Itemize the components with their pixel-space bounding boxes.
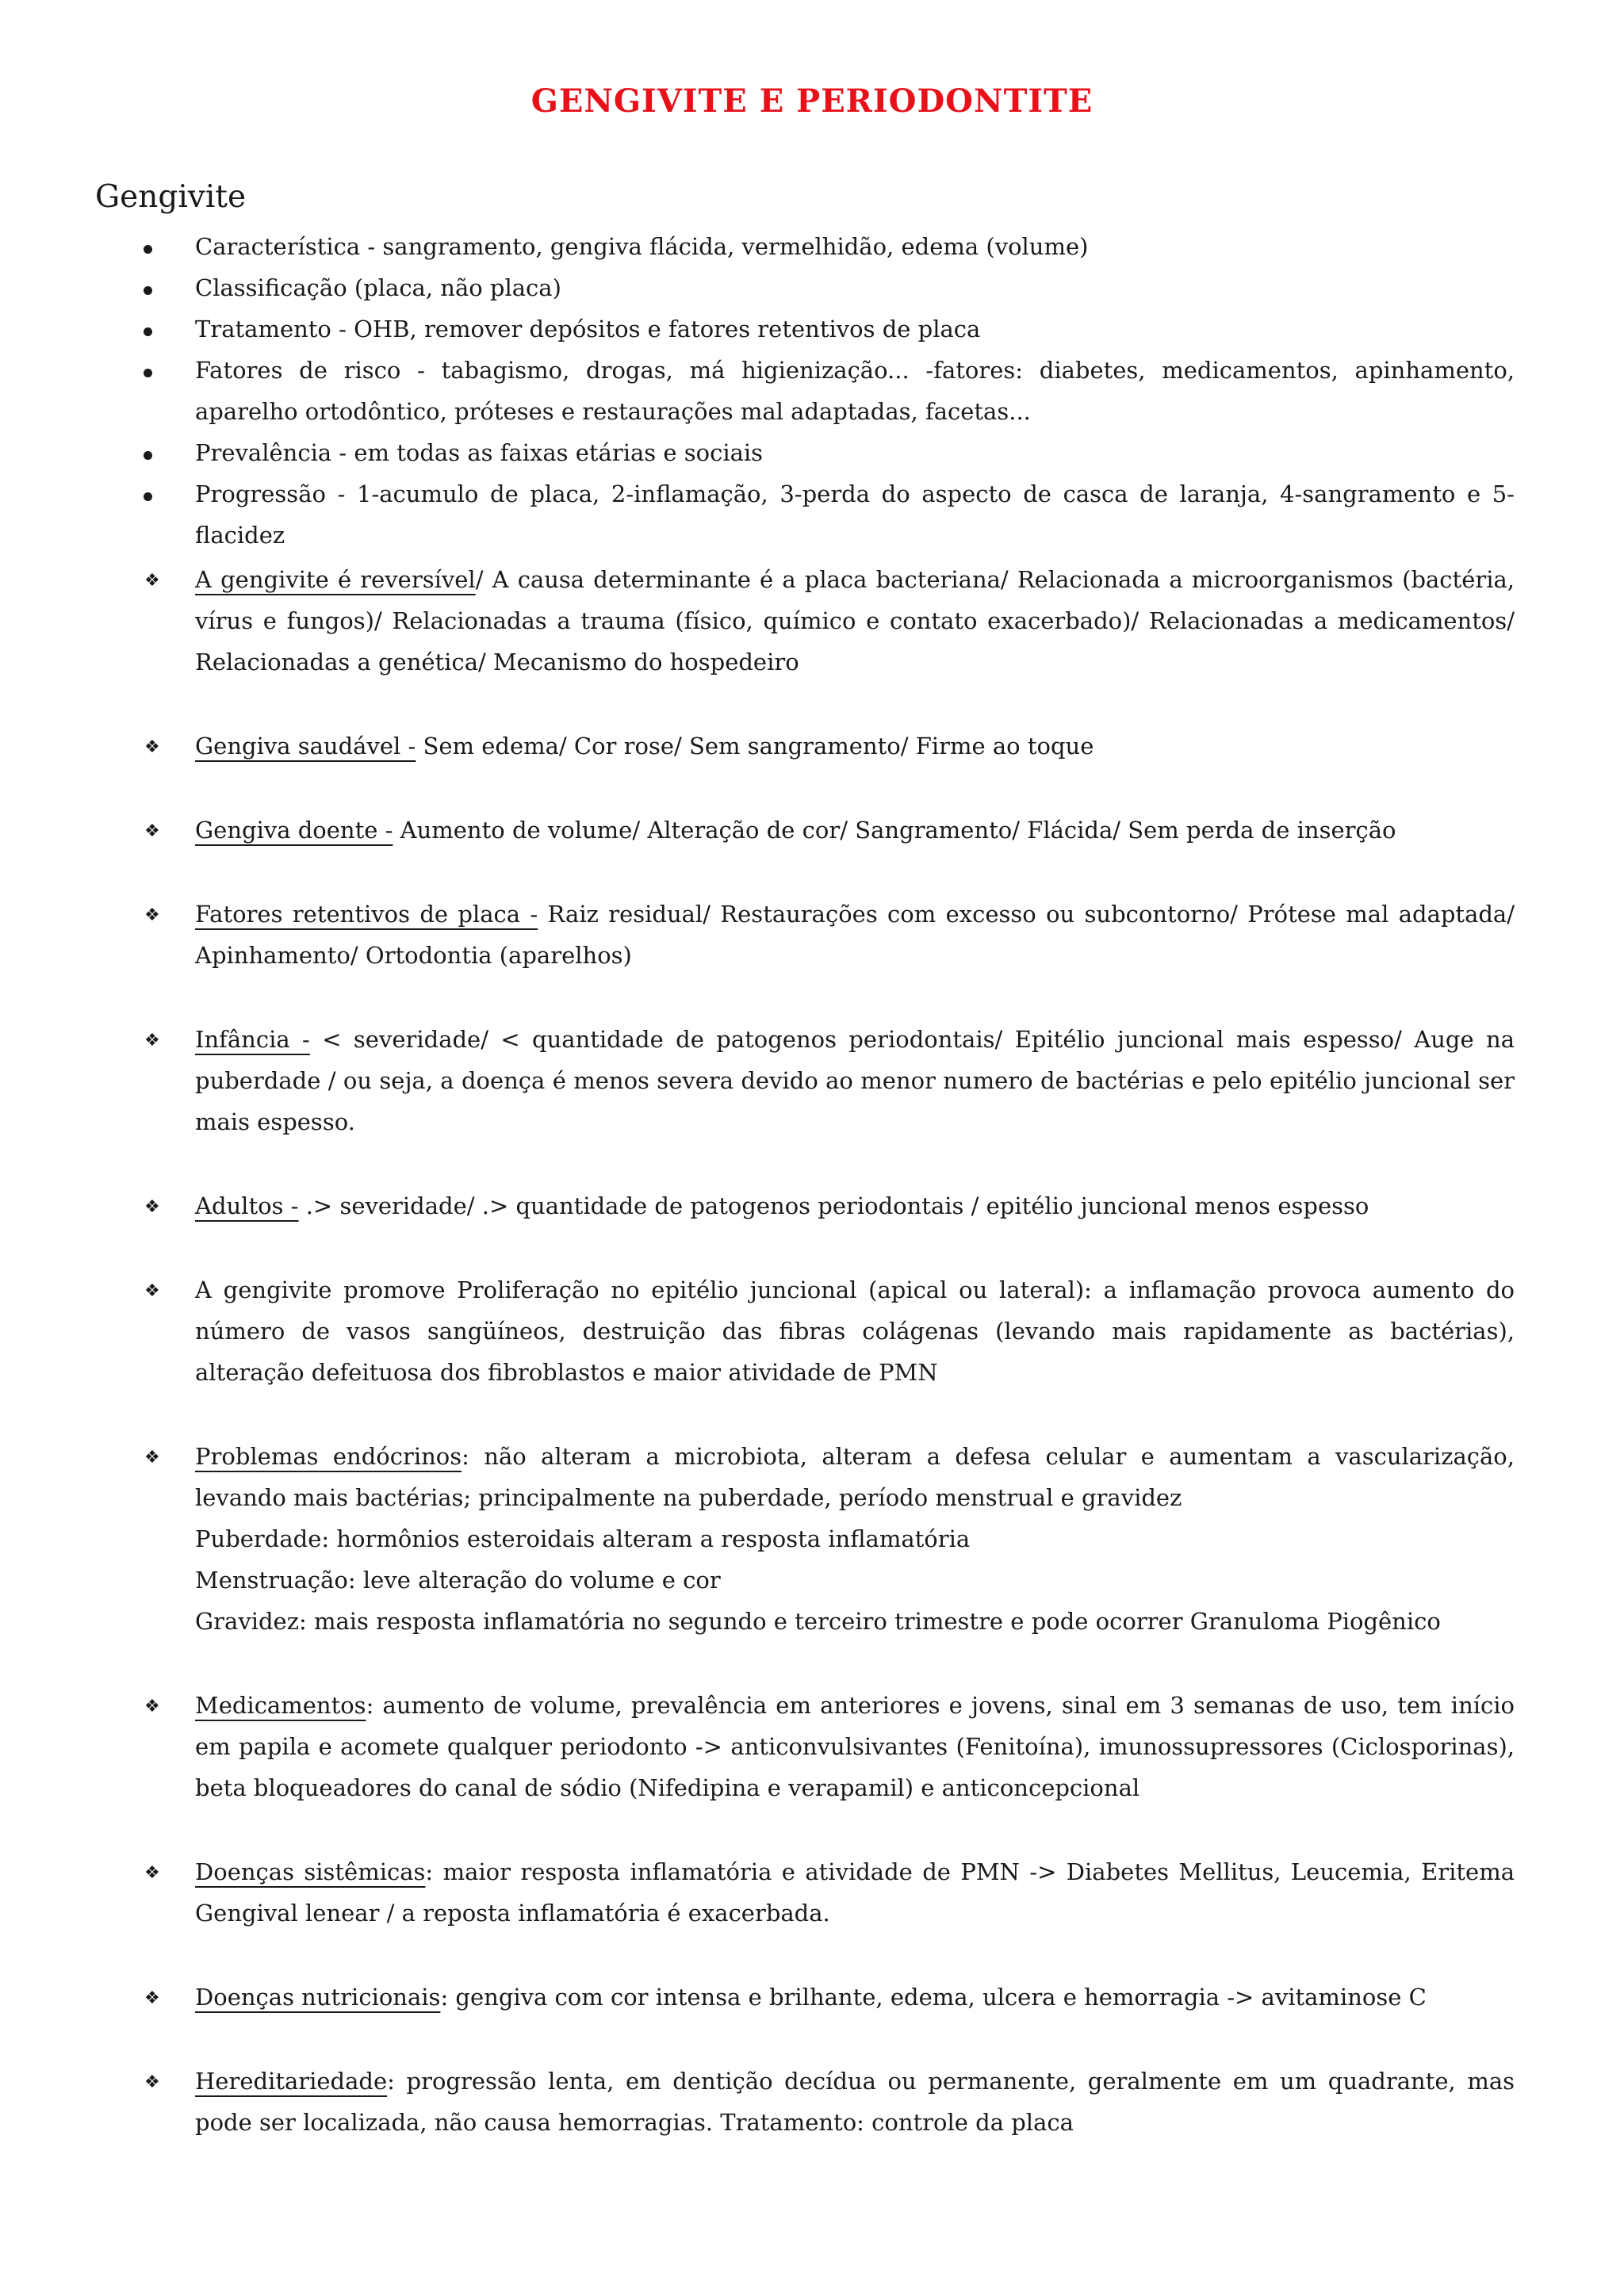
topic-item	[95, 725, 1515, 767]
list-item-text: Classificação (placa, não placa)	[195, 274, 561, 301]
bullet-dot-icon	[144, 451, 152, 460]
diamond-bullet-icon: ❖	[144, 1197, 160, 1217]
topic-keyword: Hereditariedade	[195, 2068, 388, 2095]
topic-keyword: Doenças nutricionais	[195, 1984, 441, 2011]
list-item-text: Característica - sangramento, gengiva flácida, vermelhidão, edema (volume)	[195, 233, 1089, 260]
topic-subline: Gravidez: mais resposta inflamatória no segundo e terceiro trimestre e pode ocorrer Granuloma Piogênico	[195, 1608, 1441, 1635]
bullet-dot-icon	[144, 286, 152, 295]
topic-item	[95, 1976, 1515, 2018]
topic-text: .> severidade/ .> quantidade de patogenos periodontais / epitélio juncional menos espesso	[298, 1192, 1369, 1219]
topic-keyword: Gengiva doente -	[195, 817, 393, 844]
bullet-dot-icon	[144, 492, 152, 501]
topic-text: : aumento de volume, prevalência em anteriores e jovens, sinal em 3 semanas de uso, tem início em papila e acomete qualquer periodonto -> anticonvulsivantes (Fenitoína), imunossupressores (Ciclosporinas), beta bloqueadores do canal de sódio (Nifedipina e verapamil) e anticoncepcional	[195, 1692, 1515, 1801]
topic-text: < severidade/ < quantidade de patogenos periodontais/ Epitélio juncional mais espesso/ Auge na puberdade / ou seja, a doença é menos severa devido ao menor numero de bactérias e pelo epitélio juncional ser mais espesso.	[195, 1026, 1515, 1135]
list-item-text: Prevalência - em todas as faixas etárias e sociais	[195, 439, 764, 466]
topic-item	[95, 894, 1515, 976]
section-heading: Gengivite	[95, 179, 247, 215]
list-item	[95, 267, 1515, 308]
topic-item	[95, 1436, 1515, 1642]
topic-keyword: A gengivite é reversível	[195, 566, 476, 593]
topic-keyword: Adultos -	[195, 1192, 299, 1219]
topic-subline: Puberdade: hormônios esteroidais alteram a resposta inflamatória	[195, 1525, 971, 1552]
page-title: GENGIVITE E PERIODONTITE	[530, 82, 1094, 120]
list-item-text: Progressão - 1-acumulo de placa, 2-inflamação, 3-perda do aspecto de casca de laranja, 4-sangramento e 5-flacidez	[195, 480, 1515, 549]
diamond-bullet-icon: ❖	[144, 1988, 160, 2008]
topic-text: : gengiva com cor intensa e brilhante, edema, ulcera e hemorragia -> avitaminose C	[440, 1984, 1427, 2011]
diamond-bullet-icon: ❖	[144, 1697, 160, 1716]
topic-text: : maior resposta inflamatória e atividade de PMN -> Diabetes Mellitus, Leucemia, Eritema Gengival lenear / a reposta inflamatória é exacerbada.	[195, 1858, 1515, 1927]
topic-item	[95, 1269, 1515, 1393]
diamond-bullet-icon: ❖	[144, 1281, 160, 1301]
topic-item	[95, 559, 1515, 683]
topic-text: Sem edema/ Cor rose/ Sem sangramento/ Firme ao toque	[416, 733, 1094, 760]
list-item	[95, 308, 1515, 350]
diamond-bullet-icon: ❖	[144, 1448, 160, 1468]
topic-subline: Menstruação: leve alteração do volume e cor	[195, 1567, 721, 1594]
topic-text: : progressão lenta, em dentição decídua ou permanente, geralmente em um quadrante, mas pode ser localizada, não causa hemorragias. Tratamento: controle da placa	[195, 2068, 1515, 2136]
list-item	[95, 350, 1515, 432]
topic-keyword: Doenças sistêmicas	[195, 1858, 426, 1885]
bullet-dot-icon	[144, 245, 152, 254]
topic-text: A gengivite promove Proliferação no epitélio juncional (apical ou lateral): a inflamação provoca aumento do número de vasos sangüíneos, destruição das fibras colágenas (levando mais rapidamente as bactérias), alteração defeituosa dos fibroblastos e maior atividade de PMN	[195, 1276, 1515, 1386]
topic-keyword: Gengiva saudável -	[195, 733, 416, 760]
topic-item	[95, 1019, 1515, 1142]
topic-item	[95, 1685, 1515, 1808]
topic-keyword: Infância -	[195, 1026, 310, 1053]
topic-text: Raiz residual/ Restaurações com excesso ou subcontorno/ Prótese mal adaptada/ Apinhamento/ Ortodontia (aparelhos)	[195, 901, 1515, 969]
list-item	[95, 473, 1515, 556]
topic-keyword: Problemas endócrinos	[195, 1443, 462, 1470]
topic-keyword: Medicamentos	[195, 1692, 366, 1719]
list-item	[95, 432, 1515, 473]
bullet-dot-icon	[144, 369, 152, 377]
diamond-bullet-icon: ❖	[144, 1863, 160, 1883]
topic-keyword: Fatores retentivos de placa -	[195, 901, 538, 928]
bullet-dot-icon	[144, 327, 152, 336]
diamond-bullet-icon: ❖	[144, 1031, 160, 1050]
bullet-list	[95, 226, 1515, 556]
topic-text: Aumento de volume/ Alteração de cor/ Sangramento/ Flácida/ Sem perda de inserção	[393, 817, 1396, 844]
topic-text: / A causa determinante é a placa bacteriana/ Relacionada a microorganismos (bactéria, vírus e fungos)/ Relacionadas a trauma (físico, químico e contato exacerbado)/ Relacionadas a medicamentos/ Relacionadas a genética/ Mecanismo do hospedeiro	[195, 566, 1515, 675]
list-item-text: Tratamento - OHB, remover depósitos e fatores retentivos de placa	[195, 316, 981, 342]
topic-item	[95, 1851, 1515, 1934]
topic-item	[95, 1185, 1515, 1226]
topic-list	[95, 559, 1515, 2186]
list-item	[95, 226, 1515, 267]
topic-item	[95, 2061, 1515, 2143]
diamond-bullet-icon: ❖	[144, 905, 160, 925]
diamond-bullet-icon: ❖	[144, 2072, 160, 2092]
topic-item	[95, 809, 1515, 851]
diamond-bullet-icon: ❖	[144, 821, 160, 841]
topic-text: : não alteram a microbiota, alteram a defesa celular e aumentam a vascularização, levando mais bactérias; principalmente na puberdade, período menstrual e gravidez	[195, 1443, 1515, 1511]
diamond-bullet-icon: ❖	[144, 571, 160, 591]
diamond-bullet-icon: ❖	[144, 737, 160, 757]
list-item-text: Fatores de risco - tabagismo, drogas, má higienização... -fatores: diabetes, medicamentos, apinhamento, aparelho ortodôntico, próteses e restaurações mal adaptadas, facetas...	[195, 357, 1515, 425]
